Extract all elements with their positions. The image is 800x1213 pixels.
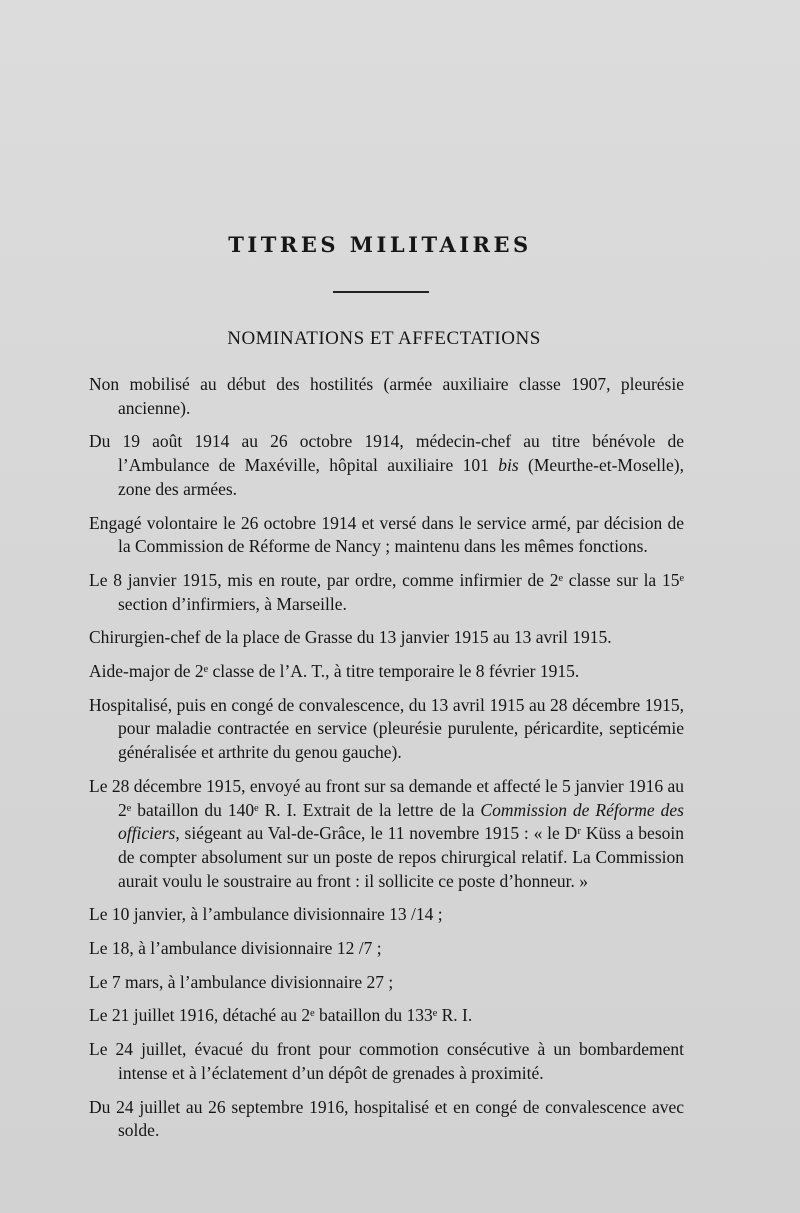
entry-not-mobilised: Non mobilisé au début des hostilités (armée auxiliaire classe 1907, pleurésie ancienne). [89,374,684,418]
entry-convalescence-1916: Du 24 juillet au 26 septembre 1916, hospitalisé et en congé de convalescence avec solde. [89,1096,684,1141]
entries-list [89,373,684,1153]
entry-front-1915 [89,775,684,894]
entry-text: , siégeant au Val-de-Grâce, le 11 novembre 1915 : « le Dʳ Küss a besoin de compter absolument sur un poste de repos chirurgical relatif. La Commission aurait voulu le soustraire au front : il sollicite ce poste d’honneur. » [118,823,684,891]
entry-grasse: Chirurgien-chef de la place de Grasse du 13 janvier 1915 au 13 avril 1915. [89,627,612,648]
entry-text: (Meurthe-et-Moselle), zone des armées. [118,455,684,499]
entry-volunteer: Engagé volontaire le 26 octobre 1914 et versé dans le service armé, par décision de la Commission de Réforme de Nancy ; maintenu dans les mêmes fonctions. [89,512,684,557]
entry-italic: bis [498,455,519,476]
entry-marseille: Le 8 janvier 1915, mis en route, par ordre, comme infirmier de 2ᵉ classe sur la 15ᵉ section d’infirmiers, à Marseille. [89,569,684,614]
entry-133-ri: Le 21 juillet 1916, détaché au 2ᵉ bataillon du 133ᵉ R. I. [89,1005,473,1026]
entry-ambulance-27: Le 7 mars, à l’ambulance divisionnaire 27 ; [89,971,394,992]
entry-text: Du 19 août 1914 au 26 octobre 1914, médecin-chef au titre bénévole de l’Ambulance de Maxéville, hôpital auxiliaire 101 [89,431,684,476]
entry-aide-major: Aide-major de 2ᵉ classe de l’A. T., à titre temporaire le 8 février 1915. [89,661,580,682]
entry-text: Le 28 décembre 1915, envoyé au front sur sa demande et affecté le 5 janvier 1916 au 2ᵉ bataillon du 140ᵉ R. I. Extrait de la lettre de la [89,775,684,820]
entry-maxeville-ambulance [89,430,684,501]
entry-ambulance-12-7: Le 18, à l’ambulance divisionnaire 12 /7 ; [89,938,382,959]
entry-italic: Commission de Réforme des officiers [118,799,684,844]
page-title: TITRES MILITAIRES [228,232,532,257]
entry-ambulance-13-14: Le 10 janvier, à l’ambulance divisionnaire 13 /14 ; [89,904,443,925]
section-heading: NOMINATIONS ET AFFECTATIONS [227,328,541,349]
entry-hospitalised-1915: Hospitalisé, puis en congé de convalescence, du 13 avril 1915 au 28 décembre 1915, pour maladie contractée en service (pleurésie purulente, péricardite, septicémie généralisée et arthrite du genou gauche). [89,694,684,763]
entry-evacuated: Le 24 juillet, évacué du front pour commotion consécutive à un bombardement intense et à l’éclatement d’un dépôt de grenades à proximité. [89,1039,684,1083]
title-divider [333,291,429,293]
